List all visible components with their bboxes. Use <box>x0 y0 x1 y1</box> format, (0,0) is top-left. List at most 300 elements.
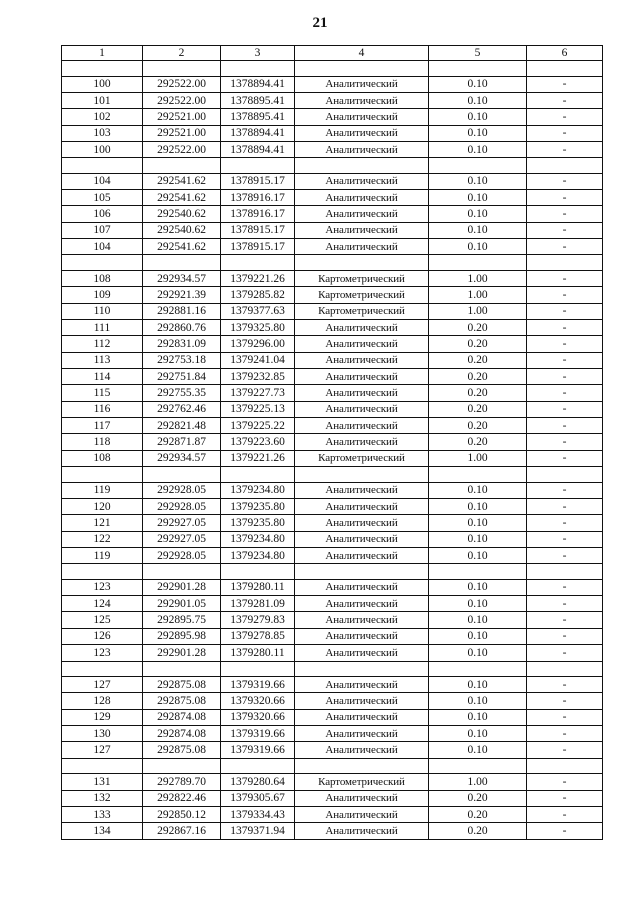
point-number-cell: 119 <box>62 482 143 498</box>
y-coordinate-cell: 1379319.66 <box>221 726 295 742</box>
point-number-cell: 117 <box>62 418 143 434</box>
accuracy-cell: 0.10 <box>429 709 527 725</box>
table-row <box>62 401 603 417</box>
table-row <box>62 92 603 108</box>
point-number-cell: 129 <box>62 709 143 725</box>
x-coordinate-cell: 292521.00 <box>143 109 221 125</box>
point-number-cell: 111 <box>62 319 143 335</box>
accuracy-cell: 0.10 <box>429 579 527 595</box>
method-cell: Картометрический <box>295 270 429 286</box>
method-cell: Аналитический <box>295 173 429 189</box>
method-cell: Аналитический <box>295 418 429 434</box>
method-cell: Аналитический <box>295 547 429 563</box>
method-cell: Аналитический <box>295 125 429 141</box>
y-coordinate-cell: 1379280.11 <box>221 579 295 595</box>
empty-cell <box>62 158 143 174</box>
table-row <box>62 612 603 628</box>
column-header: 2 <box>143 46 221 61</box>
x-coordinate-cell: 292875.08 <box>143 742 221 758</box>
empty-cell <box>62 564 143 580</box>
table-row <box>62 173 603 189</box>
empty-cell <box>527 661 603 677</box>
x-coordinate-cell: 292881.16 <box>143 303 221 319</box>
x-coordinate-cell: 292901.28 <box>143 645 221 661</box>
note-cell: - <box>527 418 603 434</box>
empty-cell <box>295 758 429 774</box>
point-number-cell: 124 <box>62 596 143 612</box>
table-row <box>62 774 603 790</box>
y-coordinate-cell: 1379241.04 <box>221 352 295 368</box>
note-cell: - <box>527 579 603 595</box>
method-cell: Аналитический <box>295 319 429 335</box>
note-cell: - <box>527 450 603 466</box>
method-cell: Аналитический <box>295 206 429 222</box>
x-coordinate-cell: 292541.62 <box>143 239 221 255</box>
table-row <box>62 270 603 286</box>
point-number-cell: 105 <box>62 190 143 206</box>
x-coordinate-cell: 292895.75 <box>143 612 221 628</box>
accuracy-cell: 1.00 <box>429 270 527 286</box>
x-coordinate-cell: 292871.87 <box>143 434 221 450</box>
table-row <box>62 222 603 238</box>
table-gap-row <box>62 255 603 271</box>
x-coordinate-cell: 292927.05 <box>143 531 221 547</box>
table-row <box>62 287 603 303</box>
method-cell: Аналитический <box>295 498 429 514</box>
method-cell: Аналитический <box>295 385 429 401</box>
point-number-cell: 132 <box>62 790 143 806</box>
x-coordinate-cell: 292928.05 <box>143 498 221 514</box>
accuracy-cell: 0.20 <box>429 790 527 806</box>
note-cell: - <box>527 726 603 742</box>
note-cell: - <box>527 385 603 401</box>
empty-cell <box>295 467 429 483</box>
page-number: 21 <box>312 15 328 31</box>
x-coordinate-cell: 292875.08 <box>143 693 221 709</box>
empty-cell <box>429 661 527 677</box>
y-coordinate-cell: 1379305.67 <box>221 790 295 806</box>
y-coordinate-cell: 1379281.09 <box>221 596 295 612</box>
note-cell: - <box>527 498 603 514</box>
x-coordinate-cell: 292831.09 <box>143 336 221 352</box>
point-number-cell: 127 <box>62 677 143 693</box>
table-row <box>62 693 603 709</box>
x-coordinate-cell: 292850.12 <box>143 806 221 822</box>
table-row <box>62 515 603 531</box>
empty-cell <box>62 61 143 77</box>
x-coordinate-cell: 292541.62 <box>143 173 221 189</box>
method-cell: Аналитический <box>295 482 429 498</box>
note-cell: - <box>527 677 603 693</box>
note-cell: - <box>527 173 603 189</box>
accuracy-cell: 0.20 <box>429 806 527 822</box>
point-number-cell: 108 <box>62 270 143 286</box>
method-cell: Аналитический <box>295 515 429 531</box>
table-gap-row <box>62 158 603 174</box>
note-cell: - <box>527 287 603 303</box>
accuracy-cell: 0.10 <box>429 173 527 189</box>
y-coordinate-cell: 1379319.66 <box>221 677 295 693</box>
x-coordinate-cell: 292895.98 <box>143 628 221 644</box>
y-coordinate-cell: 1378895.41 <box>221 109 295 125</box>
x-coordinate-cell: 292521.00 <box>143 125 221 141</box>
accuracy-cell: 0.10 <box>429 628 527 644</box>
table-row <box>62 125 603 141</box>
method-cell: Аналитический <box>295 336 429 352</box>
accuracy-cell: 1.00 <box>429 303 527 319</box>
note-cell: - <box>527 190 603 206</box>
y-coordinate-cell: 1379234.80 <box>221 482 295 498</box>
table-row <box>62 303 603 319</box>
note-cell: - <box>527 774 603 790</box>
table-row <box>62 109 603 125</box>
empty-cell <box>295 255 429 271</box>
x-coordinate-cell: 292751.84 <box>143 369 221 385</box>
point-number-cell: 128 <box>62 693 143 709</box>
empty-cell <box>527 467 603 483</box>
note-cell: - <box>527 125 603 141</box>
accuracy-cell: 0.10 <box>429 596 527 612</box>
accuracy-cell: 0.10 <box>429 726 527 742</box>
y-coordinate-cell: 1379278.85 <box>221 628 295 644</box>
method-cell: Аналитический <box>295 369 429 385</box>
point-number-cell: 100 <box>62 76 143 92</box>
note-cell: - <box>527 352 603 368</box>
accuracy-cell: 0.10 <box>429 190 527 206</box>
empty-cell <box>295 564 429 580</box>
y-coordinate-cell: 1379280.64 <box>221 774 295 790</box>
table-row <box>62 726 603 742</box>
accuracy-cell: 0.20 <box>429 352 527 368</box>
table-row <box>62 806 603 822</box>
empty-cell <box>429 564 527 580</box>
y-coordinate-cell: 1379235.80 <box>221 515 295 531</box>
method-cell: Аналитический <box>295 709 429 725</box>
column-header: 4 <box>295 46 429 61</box>
accuracy-cell: 0.10 <box>429 693 527 709</box>
coordinates-table <box>61 45 603 840</box>
empty-cell <box>62 758 143 774</box>
y-coordinate-cell: 1379235.80 <box>221 498 295 514</box>
point-number-cell: 118 <box>62 434 143 450</box>
x-coordinate-cell: 292762.46 <box>143 401 221 417</box>
point-number-cell: 123 <box>62 645 143 661</box>
point-number-cell: 120 <box>62 498 143 514</box>
empty-cell <box>221 661 295 677</box>
point-number-cell: 100 <box>62 141 143 157</box>
note-cell: - <box>527 109 603 125</box>
note-cell: - <box>527 628 603 644</box>
x-coordinate-cell: 292901.28 <box>143 579 221 595</box>
x-coordinate-cell: 292540.62 <box>143 206 221 222</box>
note-cell: - <box>527 823 603 839</box>
table-row <box>62 579 603 595</box>
y-coordinate-cell: 1379223.60 <box>221 434 295 450</box>
table-row <box>62 450 603 466</box>
point-number-cell: 101 <box>62 92 143 108</box>
accuracy-cell: 0.20 <box>429 385 527 401</box>
point-number-cell: 108 <box>62 450 143 466</box>
table-row <box>62 547 603 563</box>
method-cell: Аналитический <box>295 531 429 547</box>
accuracy-cell: 0.20 <box>429 434 527 450</box>
table-row <box>62 628 603 644</box>
accuracy-cell: 0.10 <box>429 222 527 238</box>
y-coordinate-cell: 1379334.43 <box>221 806 295 822</box>
empty-cell <box>221 255 295 271</box>
note-cell: - <box>527 742 603 758</box>
y-coordinate-cell: 1379227.73 <box>221 385 295 401</box>
x-coordinate-cell: 292540.62 <box>143 222 221 238</box>
accuracy-cell: 1.00 <box>429 287 527 303</box>
empty-cell <box>143 661 221 677</box>
point-number-cell: 112 <box>62 336 143 352</box>
x-coordinate-cell: 292934.57 <box>143 270 221 286</box>
y-coordinate-cell: 1379221.26 <box>221 270 295 286</box>
method-cell: Аналитический <box>295 579 429 595</box>
y-coordinate-cell: 1378894.41 <box>221 141 295 157</box>
x-coordinate-cell: 292874.08 <box>143 709 221 725</box>
table-row <box>62 76 603 92</box>
y-coordinate-cell: 1378894.41 <box>221 125 295 141</box>
table-row <box>62 418 603 434</box>
y-coordinate-cell: 1378915.17 <box>221 222 295 238</box>
y-coordinate-cell: 1379320.66 <box>221 709 295 725</box>
point-number-cell: 116 <box>62 401 143 417</box>
note-cell: - <box>527 596 603 612</box>
table-gap-row <box>62 564 603 580</box>
note-cell: - <box>527 401 603 417</box>
y-coordinate-cell: 1378915.17 <box>221 239 295 255</box>
table-row <box>62 239 603 255</box>
note-cell: - <box>527 303 603 319</box>
x-coordinate-cell: 292541.62 <box>143 190 221 206</box>
table-gap-row <box>62 661 603 677</box>
point-number-cell: 103 <box>62 125 143 141</box>
method-cell: Аналитический <box>295 823 429 839</box>
table-row <box>62 352 603 368</box>
empty-cell <box>429 255 527 271</box>
note-cell: - <box>527 790 603 806</box>
method-cell: Аналитический <box>295 239 429 255</box>
method-cell: Аналитический <box>295 742 429 758</box>
y-coordinate-cell: 1378916.17 <box>221 190 295 206</box>
table-row <box>62 709 603 725</box>
note-cell: - <box>527 612 603 628</box>
table-row <box>62 206 603 222</box>
accuracy-cell: 0.10 <box>429 498 527 514</box>
table-gap-row <box>62 758 603 774</box>
x-coordinate-cell: 292822.46 <box>143 790 221 806</box>
method-cell: Картометрический <box>295 450 429 466</box>
method-cell: Аналитический <box>295 190 429 206</box>
x-coordinate-cell: 292928.05 <box>143 547 221 563</box>
method-cell: Аналитический <box>295 693 429 709</box>
empty-cell <box>221 61 295 77</box>
note-cell: - <box>527 239 603 255</box>
method-cell: Аналитический <box>295 109 429 125</box>
x-coordinate-cell: 292753.18 <box>143 352 221 368</box>
method-cell: Аналитический <box>295 726 429 742</box>
x-coordinate-cell: 292522.00 <box>143 92 221 108</box>
point-number-cell: 104 <box>62 173 143 189</box>
note-cell: - <box>527 434 603 450</box>
note-cell: - <box>527 141 603 157</box>
x-coordinate-cell: 292934.57 <box>143 450 221 466</box>
y-coordinate-cell: 1379225.13 <box>221 401 295 417</box>
y-coordinate-cell: 1379319.66 <box>221 742 295 758</box>
empty-cell <box>221 758 295 774</box>
empty-cell <box>429 158 527 174</box>
table-header-row <box>62 46 603 61</box>
accuracy-cell: 0.20 <box>429 369 527 385</box>
empty-cell <box>527 61 603 77</box>
note-cell: - <box>527 693 603 709</box>
empty-cell <box>143 255 221 271</box>
point-number-cell: 127 <box>62 742 143 758</box>
empty-cell <box>143 564 221 580</box>
empty-cell <box>429 467 527 483</box>
empty-cell <box>527 255 603 271</box>
empty-cell <box>143 467 221 483</box>
method-cell: Аналитический <box>295 790 429 806</box>
empty-cell <box>143 158 221 174</box>
table-row <box>62 823 603 839</box>
table-row <box>62 385 603 401</box>
y-coordinate-cell: 1378894.41 <box>221 76 295 92</box>
x-coordinate-cell: 292755.35 <box>143 385 221 401</box>
accuracy-cell: 0.10 <box>429 531 527 547</box>
column-header: 6 <box>527 46 603 61</box>
x-coordinate-cell: 292874.08 <box>143 726 221 742</box>
note-cell: - <box>527 482 603 498</box>
accuracy-cell: 0.20 <box>429 401 527 417</box>
point-number-cell: 122 <box>62 531 143 547</box>
y-coordinate-cell: 1379234.80 <box>221 547 295 563</box>
method-cell: Аналитический <box>295 434 429 450</box>
empty-cell <box>62 661 143 677</box>
table-row <box>62 336 603 352</box>
point-number-cell: 113 <box>62 352 143 368</box>
table-row <box>62 531 603 547</box>
method-cell: Картометрический <box>295 303 429 319</box>
accuracy-cell: 0.20 <box>429 336 527 352</box>
point-number-cell: 109 <box>62 287 143 303</box>
accuracy-cell: 0.10 <box>429 141 527 157</box>
x-coordinate-cell: 292522.00 <box>143 141 221 157</box>
method-cell: Аналитический <box>295 76 429 92</box>
accuracy-cell: 1.00 <box>429 450 527 466</box>
empty-cell <box>527 758 603 774</box>
table-row <box>62 190 603 206</box>
table-row <box>62 498 603 514</box>
method-cell: Аналитический <box>295 596 429 612</box>
table-row <box>62 677 603 693</box>
point-number-cell: 130 <box>62 726 143 742</box>
table-row <box>62 596 603 612</box>
accuracy-cell: 0.10 <box>429 612 527 628</box>
accuracy-cell: 0.20 <box>429 319 527 335</box>
empty-cell <box>221 158 295 174</box>
point-number-cell: 106 <box>62 206 143 222</box>
empty-cell <box>221 564 295 580</box>
note-cell: - <box>527 547 603 563</box>
point-number-cell: 133 <box>62 806 143 822</box>
y-coordinate-cell: 1378915.17 <box>221 173 295 189</box>
empty-cell <box>62 467 143 483</box>
note-cell: - <box>527 76 603 92</box>
method-cell: Картометрический <box>295 774 429 790</box>
table-row <box>62 434 603 450</box>
accuracy-cell: 0.10 <box>429 677 527 693</box>
table-row <box>62 319 603 335</box>
empty-cell <box>527 564 603 580</box>
y-coordinate-cell: 1379221.26 <box>221 450 295 466</box>
x-coordinate-cell: 292522.00 <box>143 76 221 92</box>
empty-cell <box>429 758 527 774</box>
point-number-cell: 107 <box>62 222 143 238</box>
note-cell: - <box>527 515 603 531</box>
table-gap-row <box>62 467 603 483</box>
accuracy-cell: 0.20 <box>429 418 527 434</box>
y-coordinate-cell: 1379325.80 <box>221 319 295 335</box>
y-coordinate-cell: 1379232.85 <box>221 369 295 385</box>
accuracy-cell: 0.10 <box>429 76 527 92</box>
table-row <box>62 645 603 661</box>
point-number-cell: 110 <box>62 303 143 319</box>
y-coordinate-cell: 1379280.11 <box>221 645 295 661</box>
accuracy-cell: 0.10 <box>429 239 527 255</box>
y-coordinate-cell: 1379377.63 <box>221 303 295 319</box>
method-cell: Аналитический <box>295 352 429 368</box>
point-number-cell: 115 <box>62 385 143 401</box>
accuracy-cell: 0.10 <box>429 515 527 531</box>
empty-cell <box>527 158 603 174</box>
column-header: 5 <box>429 46 527 61</box>
table-body <box>62 46 603 840</box>
method-cell: Аналитический <box>295 628 429 644</box>
accuracy-cell: 0.10 <box>429 482 527 498</box>
method-cell: Аналитический <box>295 612 429 628</box>
table-row <box>62 141 603 157</box>
table-row <box>62 790 603 806</box>
note-cell: - <box>527 709 603 725</box>
y-coordinate-cell: 1379285.82 <box>221 287 295 303</box>
column-header: 3 <box>221 46 295 61</box>
accuracy-cell: 0.10 <box>429 109 527 125</box>
note-cell: - <box>527 206 603 222</box>
note-cell: - <box>527 319 603 335</box>
point-number-cell: 119 <box>62 547 143 563</box>
point-number-cell: 125 <box>62 612 143 628</box>
x-coordinate-cell: 292928.05 <box>143 482 221 498</box>
empty-cell <box>295 661 429 677</box>
x-coordinate-cell: 292821.48 <box>143 418 221 434</box>
method-cell: Аналитический <box>295 806 429 822</box>
method-cell: Аналитический <box>295 401 429 417</box>
empty-cell <box>62 255 143 271</box>
note-cell: - <box>527 369 603 385</box>
x-coordinate-cell: 292789.70 <box>143 774 221 790</box>
point-number-cell: 134 <box>62 823 143 839</box>
empty-cell <box>143 758 221 774</box>
y-coordinate-cell: 1378895.41 <box>221 92 295 108</box>
y-coordinate-cell: 1379234.80 <box>221 531 295 547</box>
method-cell: Аналитический <box>295 645 429 661</box>
point-number-cell: 121 <box>62 515 143 531</box>
note-cell: - <box>527 645 603 661</box>
x-coordinate-cell: 292867.16 <box>143 823 221 839</box>
